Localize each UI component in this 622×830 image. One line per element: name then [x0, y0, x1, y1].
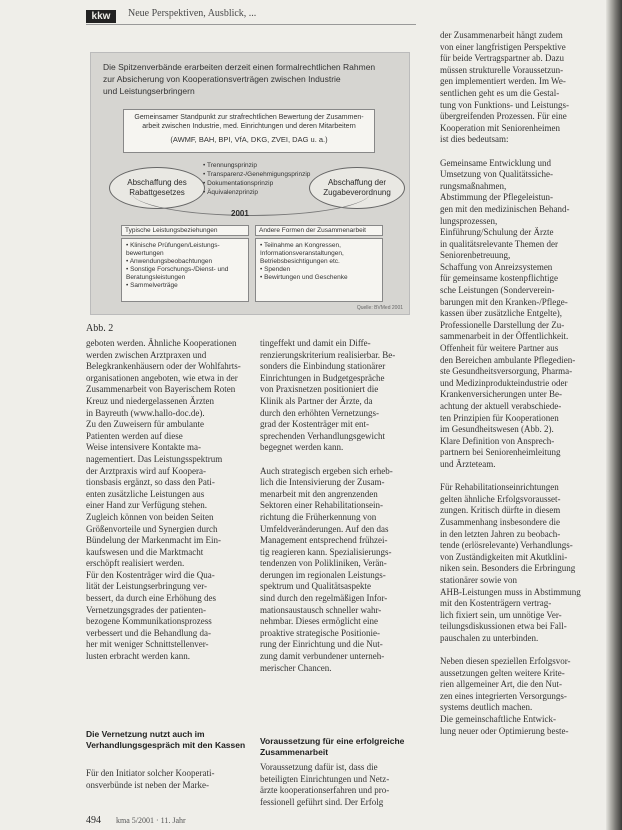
oval-line: Abschaffung der: [327, 178, 387, 187]
text-line: Vernetzungsgrades der patienten-: [86, 604, 206, 615]
text-line: Einführung/Schulung der Ärzte: [440, 227, 554, 238]
figure-intro-line: und Leistungserbringern: [103, 86, 195, 96]
oval-line: Zugabeverordnung: [323, 188, 391, 197]
cooperation-item: • Spenden: [260, 266, 291, 273]
text-line: kaufswesen und die Marktmacht: [86, 546, 204, 557]
text-line: tingeffekt und damit ein Diffe-: [260, 338, 371, 348]
year-label: 2001: [231, 209, 249, 218]
text-line: im Gesundheitswesen (Abb. 2).: [440, 424, 554, 435]
cooperation-item: • Bewirtungen und Geschenke: [260, 274, 348, 281]
text-line: Klinik als Partner der Ärzte, da: [260, 395, 373, 406]
text-line: rung der Einrichtung und die Nut-: [260, 639, 383, 650]
text-line: ste Gesundheitsversorgung, Pharma-: [440, 366, 573, 377]
text-line: zen eines integrierten Versorgungs-: [440, 690, 567, 701]
text-line: Auch strategisch ergeben sich erheb-: [260, 465, 393, 476]
text-line: tig reagieren kann. Spezialisierungs-: [260, 546, 392, 557]
text-line: Schaffung von Anreizsystemen: [440, 261, 553, 272]
text-line: Professionelle Darstellung der Zu-: [440, 319, 565, 330]
text-line: tende (erlösrelevante) Verhandlungs-: [440, 540, 573, 551]
text-line: müssen strukturelle Voraussetzun-: [440, 64, 564, 75]
text-line: tendenzen von Polikliniken, Verän-: [260, 558, 387, 569]
text-line: und Medizinprodukteindustrie oder: [440, 377, 568, 388]
text-line: Zusammenhang insbesondere die: [440, 516, 560, 527]
connecting-arc: [131, 191, 371, 216]
text-line: Patienten werden auf diese: [86, 430, 183, 441]
text-line: AHB-Leistungen muss in Abstimmung: [440, 586, 581, 597]
text-line: begegnet werden kann.: [260, 442, 344, 453]
text-line: teilungsdiskussionen etwa bei Fall-: [440, 621, 567, 632]
text-line: [440, 146, 606, 158]
text-line: niken sein. Besonders die Erbringung: [440, 563, 576, 574]
text-line: renzierungskriterium realisierbar. Be-: [260, 349, 396, 360]
text-line: pauschalen zu unterbinden.: [440, 632, 539, 643]
text-line: gelten ähnliche Erfolgsvorausset-: [440, 493, 561, 504]
text-line: übergreifenden Prozessen. Für eine: [440, 111, 567, 122]
service-item: • Sonstige Forschungs-/Dienst- und: [126, 266, 229, 273]
text-line: systems deutlich machen.: [440, 702, 533, 713]
text-line: Zugleich können von beiden Seiten: [86, 511, 214, 522]
figure-diagram: [90, 52, 410, 315]
text-line: in Bayreuth (www.hallo-doc.de).: [86, 407, 205, 418]
text-line: Voraussetzung dafür ist, dass die: [260, 762, 378, 772]
text-line: [440, 471, 606, 483]
text-line: [260, 454, 424, 466]
subheading-1: Die Vernetzung nutzt auch im Verhandlungsgespräch mit den Kassen: [86, 729, 246, 750]
text-line: derungen im regionalen Leistungs-: [260, 569, 386, 580]
text-line: Krankenversicherungen unter Be-: [440, 389, 562, 400]
text-line: lung neuer oder Optimierung beste-: [440, 725, 569, 736]
text-line: tionsbasis ergänzt, so dass den Pati-: [86, 477, 215, 488]
text-line: [440, 644, 606, 656]
text-line: nagementiert. Das Leistungsspektrum: [86, 453, 223, 464]
cooperation-item: • Teilnahme an Kongressen,: [260, 242, 341, 249]
text-line: ten Prinzipien für Kooperationen: [440, 412, 559, 423]
text-line: stationärer sowie von: [440, 574, 517, 585]
organisations-list: (AWMF, BAH, BPI, VfA, DKG, ZVEI, DAG u. a.): [170, 135, 328, 144]
text-line: zung damit verbundener unterneh-: [260, 651, 385, 662]
figure-intro-line: Die Spitzenverbände erarbeiten derzeit einen formalrechtlichen Rahmen: [103, 62, 376, 72]
text-line: Zusammenarbeit von Bayerischem Roten: [86, 384, 236, 395]
other-cooperation-box: [255, 238, 383, 302]
services-list-box: [121, 238, 249, 302]
text-line: Seniorenbetreuung,: [440, 250, 511, 261]
text-line: Einrichtungen in Budgetgespräche: [260, 372, 385, 383]
text-line: zungen. Kritisch dürfte in diesem: [440, 505, 561, 516]
footer-issue: kma 5/2001 · 11. Jahr: [116, 816, 186, 825]
text-line: sprechenden Verhandlungsgewicht: [260, 430, 386, 441]
text-line: richtung die Früherkennung von: [260, 511, 377, 522]
text-line: Kreuz und niedergelassenen Ärzten: [86, 395, 215, 406]
text-line: Für den Initiator solcher Kooperati-: [86, 768, 215, 778]
text-line: von Praxisnetzen positioniert die: [260, 384, 379, 395]
body-column-3: [440, 30, 606, 737]
service-item: • Anwendungsbeobachtungen: [126, 258, 213, 265]
text-line: Neben diesen speziellen Erfolgsvor-: [440, 656, 571, 667]
oval-line: Abschaffung des: [127, 178, 187, 187]
text-line: den Bereichen ambulante Pflegedien-: [440, 354, 576, 365]
text-line: von Zuständigkeiten mit Akutklini-: [440, 551, 568, 562]
figure-intro: [103, 61, 399, 97]
text-line: lungsprozessen,: [440, 215, 498, 226]
cooperation-item: Betriebsbesichtigungen etc.: [260, 258, 340, 265]
text-line: der Zusammenarbeit hängt zudem: [440, 30, 563, 40]
service-item: • Klinische Prüfungen/Leistungs-: [126, 242, 220, 249]
text-line: für gemeinsame kostenpflichtige: [440, 273, 558, 284]
text-line: lität der Leistungserbringung ver-: [86, 581, 208, 592]
text-line: grad der Kostenträger mit ent-: [260, 419, 369, 430]
body-column-2-continued: [260, 762, 424, 808]
text-line: Umfeldveränderungen. Auf den das: [260, 523, 389, 534]
text-line: aussetzungen gelten weitere Krite-: [440, 667, 565, 678]
page-gutter-shadow: [606, 0, 622, 830]
text-line: gen mit den medizinischen Behand-: [440, 203, 570, 214]
subheading-2: Voraussetzung für eine erfolgreiche Zusammenarbeit: [260, 736, 405, 757]
text-line: erschöpft realisiert werden.: [86, 558, 185, 569]
joint-position-box: [123, 109, 375, 153]
text-line: der Arztpraxis wird auf Koopera-: [86, 465, 206, 476]
journal-logo: kkw: [86, 10, 116, 23]
text-line: rungsmaßnahmen,: [440, 180, 507, 191]
text-line: rien allgemeiner Art, die den Nut-: [440, 679, 562, 690]
joint-position-line: arbeit zwischen Industrie, med. Einrichtungen und deren Mitarbeitern: [142, 123, 356, 130]
text-line: achtung der aktuell verabschiede-: [440, 401, 562, 411]
text-line: fessionell geführt sind. Der Erfolg: [260, 796, 384, 807]
text-line: Zu den Zuweisern für ambulante: [86, 419, 204, 430]
oval-line: Rabattgesetzes: [129, 188, 185, 197]
joint-position-line: Gemeinsamer Standpunkt zur strafrechtlichen Bewertung der Zusammen-: [134, 114, 364, 121]
principle-item: • Dokumentationsprinzip: [203, 180, 274, 187]
body-column-1: [86, 338, 250, 663]
text-line: von einer langfristigen Perspektive: [440, 41, 566, 52]
service-item: bewertungen: [126, 250, 164, 257]
text-line: Bündelung der Markenmacht im Ein-: [86, 535, 221, 546]
text-line: menarbeit mit den angrenzenden: [260, 488, 378, 499]
text-line: ist dies bedeutsam:: [440, 134, 509, 145]
cooperation-item: Informationsveranstaltungen,: [260, 250, 344, 257]
text-line: Für Rehabilitationseinrichtungen: [440, 482, 559, 493]
text-line: werden zwischen Arztpraxen und: [86, 349, 207, 360]
text-line: lich fixiert sein, um unnötige Ver-: [440, 609, 562, 620]
right-column-header: Andere Formen der Zusammenarbeit: [255, 225, 383, 236]
text-line: Umsetzung von Qualitätssiche-: [440, 169, 553, 180]
figure-caption: Abb. 2: [86, 323, 114, 334]
text-line: in qualitätsrelevante Themen der: [440, 238, 559, 249]
body-column-1-continued: [86, 768, 250, 791]
text-line: sche Leistungen (Sonderverein-: [440, 285, 555, 296]
text-line: lich die Intensivierung der Zusam-: [260, 477, 385, 488]
text-line: Größenvorteile und Synergien durch: [86, 523, 218, 534]
text-line: Kooperation mit Seniorenheimen: [440, 122, 560, 133]
text-line: geboten werden. Ähnliche Kooperationen: [86, 338, 237, 348]
principle-item: • Transparenz-/Genehmigungsprinzip: [203, 171, 311, 178]
service-item: Beratungsleistungen: [126, 274, 186, 281]
text-line: sammenarbeit in der Öffentlichkeit.: [440, 331, 569, 342]
text-line: Die gemeinschaftliche Entwick-: [440, 714, 556, 725]
text-line: in den letzten Jahren zu beobach-: [440, 528, 561, 539]
header-rule: [86, 24, 416, 25]
text-line: durch den erhöhten Vernetzungs-: [260, 407, 380, 418]
text-line: sind durch den regelmäßigen Infor-: [260, 593, 388, 604]
text-line: partnern bei Seniorenheimleitung: [440, 447, 561, 458]
text-line: organisationen angeboten, wie etwa in der: [86, 372, 238, 383]
text-line: Abstimmung der Pflegeleistun-: [440, 192, 553, 203]
figure-credit: Quelle: BVMed 2001: [356, 305, 403, 311]
text-line: enten zusätzliche Leistungen aus: [86, 488, 205, 499]
text-line: tung von Funktions- und Leistungs-: [440, 99, 570, 110]
text-line: mationsaustausch schneller wahr-: [260, 604, 382, 615]
text-line: Gemeinsame Entwicklung und: [440, 157, 551, 168]
text-line: bezogene Kommunikationsprozess: [86, 616, 212, 627]
text-line: proaktive strategische Positionie-: [260, 627, 380, 638]
left-column-header: Typische Leistungsbeziehungen: [121, 225, 249, 236]
text-line: verbessert und die Behandlung da-: [86, 627, 211, 638]
text-line: onsverbünde ist neben der Marke-: [86, 779, 209, 790]
text-line: einer Hand zur Verfügung stehen.: [86, 500, 208, 511]
text-line: für beide Vertragspartner ab. Dazu: [440, 53, 565, 64]
text-line: nehmbar. Dieses ermöglicht eine: [260, 616, 378, 627]
text-line: gen implementiert werden. Im We-: [440, 76, 566, 87]
text-line: Klare Definition von Ansprech-: [440, 435, 555, 446]
principle-item: • Trennungsprinzip: [203, 162, 257, 169]
text-line: Sektoren einer Rehabilitationsein-: [260, 500, 383, 511]
text-line: mit den Kostenträgern vertrag-: [440, 598, 552, 609]
text-line: spektrum und Qualitätsaspekte: [260, 581, 371, 592]
text-line: sentlichen geht es um die Gestal-: [440, 87, 560, 98]
text-line: und Ärzteteam.: [440, 458, 496, 469]
service-item: • Sammelverträge: [126, 282, 178, 289]
text-line: Offenheit für weitere Partner aus: [440, 343, 559, 354]
text-line: beteiligten Einrichtungen und Netz-: [260, 773, 390, 784]
text-line: lusten erbracht werden kann.: [86, 651, 190, 662]
text-line: barungen mit den Kranken-/Pflege-: [440, 296, 568, 307]
page-number: 494: [86, 815, 101, 826]
text-line: merischer Chancen.: [260, 662, 332, 673]
text-line: sonders die Einbindung stationärer: [260, 361, 386, 372]
text-line: Belegkrankenhäusern oder der Wohlfahrts-: [86, 361, 241, 372]
principle-item: • Äquivalenzprinzip: [203, 189, 259, 196]
text-line: Management entsprechend frühzei-: [260, 535, 388, 546]
text-line: kassen über zusätzliche Entgelte),: [440, 308, 562, 319]
text-line: ärzte kooperationserfahren und pro-: [260, 785, 390, 796]
text-line: her mit weniger Schnittstellenver-: [86, 639, 209, 650]
text-line: Weise intensivere Kontakte ma-: [86, 442, 201, 453]
running-head: Neue Perspektiven, Ausblick, ...: [128, 8, 257, 19]
text-line: Für den Kostenträger wird die Qua-: [86, 569, 215, 580]
text-line: bessert, da durch eine Erhöhung des: [86, 593, 216, 604]
body-column-2: [260, 338, 424, 674]
figure-intro-line: zur Absicherung von Kooperationsverträgen zwischen Industrie: [103, 74, 341, 84]
